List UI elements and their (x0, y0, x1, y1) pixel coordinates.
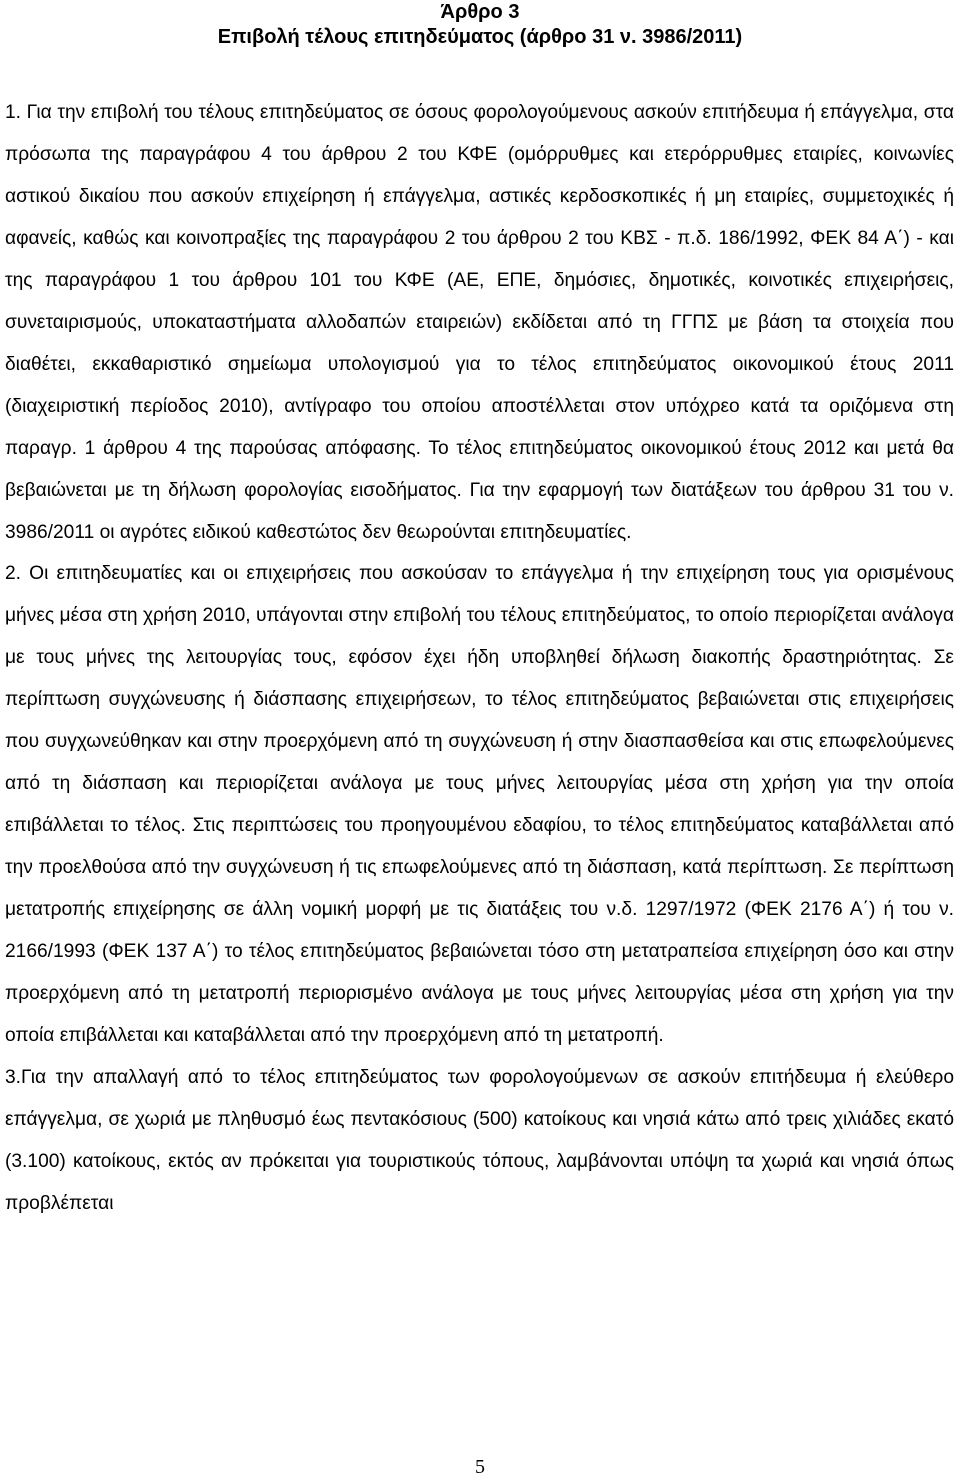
article-body (5, 92, 954, 1225)
page-number: 5 (475, 1456, 485, 1478)
paragraph-3: 3.Για την απαλλαγή από το τέλος επιτηδεύματος των φορολογούμενων σε ασκούν επιτήδευμα ή ελεύθερο επάγγελμα, σε χωριά με πληθυσμό έως πεντακόσιους (500) κατοίκους και νησιά κάτω από τρεις χιλιάδες εκατό (3.100) κατοίκους, εκτός αν πρόκειται για τουριστικούς τόπους, λαμβάνονται υπόψη τα χωριά και νησιά όπως προβλέπεται (5, 1066, 954, 1214)
article-subtitle: Επιβολή τέλους επιτηδεύματος (άρθρο 31 ν. 3986/2011) (217, 26, 743, 48)
paragraph-1: 1. Για την επιβολή του τέλους επιτηδεύματος σε όσους φορολογούμενους ασκούν επιτήδευμα ή επάγγελμα, στα πρόσωπα της παραγράφου 4 του άρθρου 2 του ΚΦΕ (ομόρρυθμες και ετερόρρυθμες εταιρίες, κοινωνίες αστικού δικαίου που ασκούν επιχείρηση ή επάγγελμα, αστικές κερδοσκοπικές ή μη εταιρίες, συμμετοχικές ή αφανείς, καθώς και κοινοπραξίες της παραγράφου 2 του άρθρου 2 του ΚΒΣ - π.δ. 186/1992, ΦΕΚ 84 Α΄) - και της παραγράφου 1 του άρθρου 101 του ΚΦΕ (ΑΕ, ΕΠΕ, δημόσιες, δημοτικές, κοινοτικές επιχειρήσεις, συνεταιρισμούς, υποκαταστήματα αλλοδαπών εταιρειών) εκδίδεται από τη ΓΓΠΣ με βάση τα στοιχεία που διαθέτει, εκκαθαριστικό σημείωμα υπολογισμού για το τέλος επιτηδεύματος οικονομικού έτους 2011 (διαχειριστική περίοδος 2010), αντίγραφο του οποίου αποστέλλεται στον υπόχρεο κατά τα οριζόμενα στη παραγρ. 1 άρθρου 4 της παρούσας απόφασης. Το τέλος επιτηδεύματος οικονομικού έτους 2012 και μετά θα βεβαιώνεται με τη δήλωση φορολογίας εισοδήματος. Για την εφαρμογή των διατάξεων του άρθρου 31 του ν. 3986/2011 οι αγρότες ειδικού καθεστώτος δεν θεωρούνται επιτηδευματίες. (5, 102, 954, 543)
article-title: Άρθρο 3 (440, 1, 520, 23)
paragraph-2: 2. Οι επιτηδευματίες και οι επιχειρήσεις που ασκούσαν το επάγγελμα ή την επιχείρηση τους για ορισμένους μήνες μέσα στη χρήση 2010, υπάγονται στην επιβολή του τέλους επιτηδεύματος, το οποίο περιορίζεται ανάλογα με τους μήνες της λειτουργίας τους, εφόσον έχει ήδη υποβληθεί δήλωση διακοπής δραστηριότητας. Σε περίπτωση συγχώνευσης ή διάσπασης επιχειρήσεων, το τέλος επιτηδεύματος βεβαιώνεται στις επιχειρήσεις που συγχωνεύθηκαν και στην προερχόμενη από τη συγχώνευση ή στην διασπασθείσα και στις επωφελούμενες από τη διάσπαση και περιορίζεται ανάλογα με τους μήνες λειτουργίας μέσα στη χρήση για την οποία επιβάλλεται το τέλος. Στις περιπτώσεις του προηγουμένου εδαφίου, το τέλος επιτηδεύματος καταβάλλεται από την προελθούσα από την συγχώνευση ή τις επωφελούμενες από τη διάσπαση, κατά περίπτωση. Σε περίπτωση μετατροπής επιχείρησης σε άλλη νομική μορφή με τις διατάξεις του ν.δ. 1297/1972 (ΦΕΚ 2176 Α΄) ή του ν. 2166/1993 (ΦΕΚ 137 Α΄) το τέλος επιτηδεύματος βεβαιώνεται τόσο στη μετατραπείσα επιχείρηση όσο και στην προερχόμενη από τη μετατροπή περιορισμένο ανάλογα με τους μήνες λειτουργίας μέσα στη χρήση για την οποία επιβάλλεται και καταβάλλεται από την προερχόμενη από τη μετατροπή. (5, 563, 954, 1046)
